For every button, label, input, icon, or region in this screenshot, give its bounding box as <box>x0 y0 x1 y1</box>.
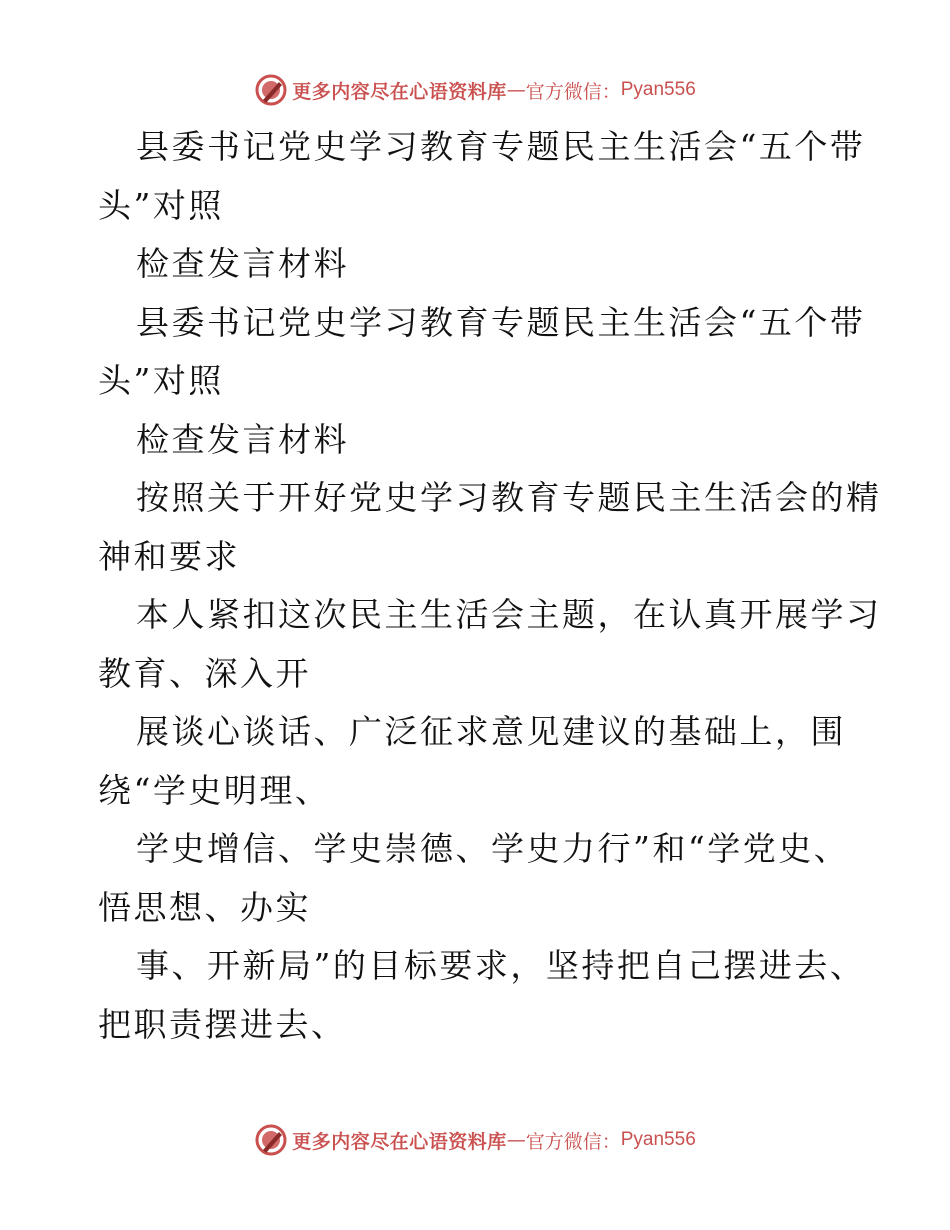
document-body <box>98 118 882 1054</box>
text-line: 本人紧扣这次民主生活会主题，在认真开展学习 <box>136 595 882 634</box>
text-line: 教育、深入开 <box>98 653 311 693</box>
watermark-separator: — <box>506 1129 526 1151</box>
watermark-wechat-id: Pyan556 <box>620 1129 696 1150</box>
watermark-separator: — <box>506 79 526 101</box>
watermark-main-text: 更多内容尽在心语资料库 <box>292 1130 507 1153</box>
text-line: 县委书记党史学习教育专题民主生活会“五个带 <box>136 302 866 342</box>
text-line: 把职责摆进去、 <box>98 1004 347 1044</box>
text-line: 头”对照 <box>98 361 224 400</box>
pen-circle-logo-icon <box>254 73 288 107</box>
text-line: 学史增信、学史崇德、学史力行”和“学党史、 <box>136 829 850 868</box>
text-line: 县委书记党史学习教育专题民主生活会“五个带 <box>136 127 866 166</box>
text-line: 按照关于开好党史学习教育专题民主生活会的精 <box>136 478 882 517</box>
text-line: 检查发言材料 <box>136 419 349 459</box>
text-line: 检查发言材料 <box>136 244 349 283</box>
watermark-wechat-label: 官方微信： <box>525 1130 621 1153</box>
text-line: 头”对照 <box>98 185 224 225</box>
watermark-wechat-label: 官方微信： <box>525 80 621 103</box>
text-line: 悟思想、办实 <box>98 887 311 927</box>
text-line: 事、开新局”的目标要求，坚持把自己摆进去、 <box>136 946 866 985</box>
watermark-main-text: 更多内容尽在心语资料库 <box>292 80 507 103</box>
footer-watermark <box>0 1120 950 1160</box>
pen-circle-logo-icon <box>254 1123 288 1157</box>
text-line: 展谈心谈话、广泛征求意见建议的基础上，围 <box>136 712 846 751</box>
header-watermark <box>0 70 950 110</box>
watermark-wechat-id: Pyan556 <box>620 79 696 100</box>
text-line: 绕“学史明理、 <box>98 770 331 810</box>
text-line: 神和要求 <box>98 536 240 576</box>
